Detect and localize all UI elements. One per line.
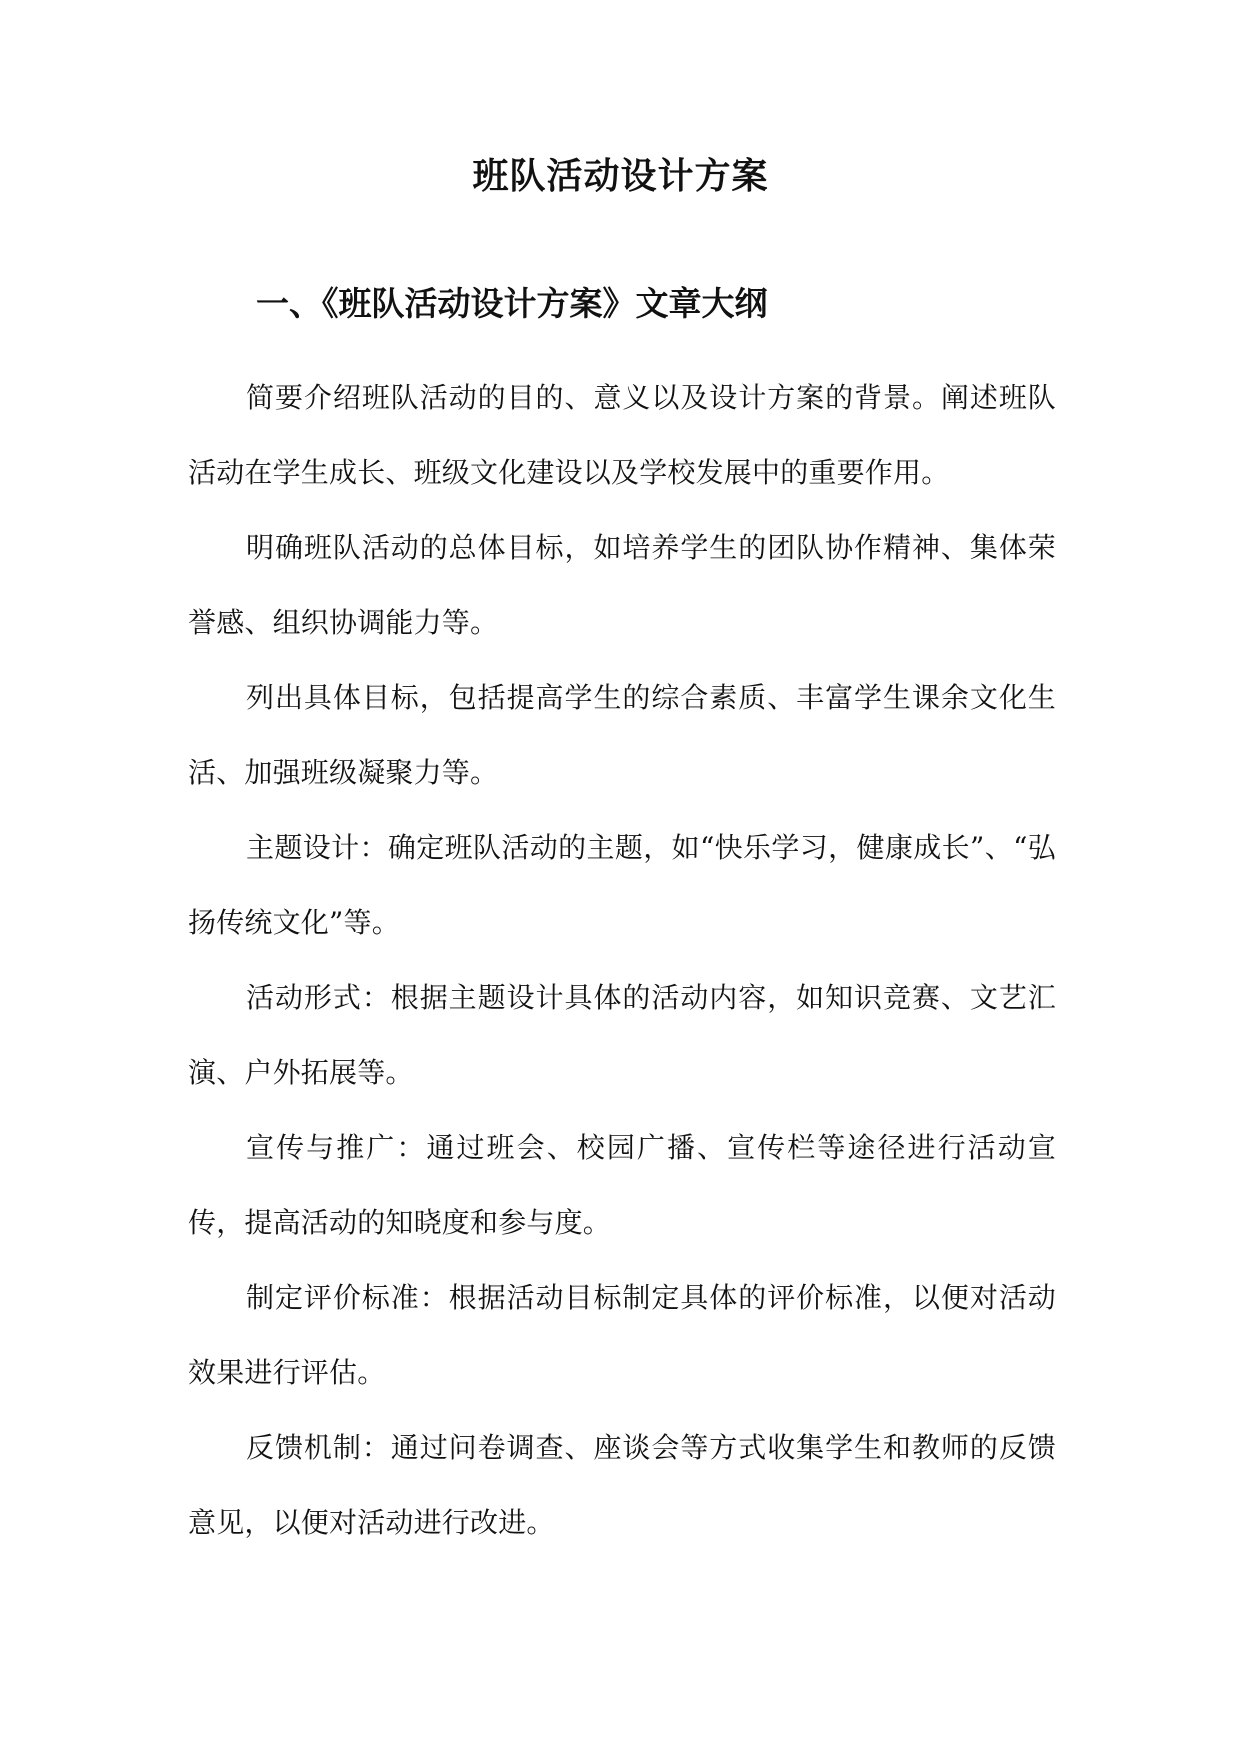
document-body [188,360,1056,1560]
paragraph: 主题设计：确定班队活动的主题，如“快乐学习，健康成长”、“弘扬传统文化”等。 [188,831,1056,939]
section-heading: 一、《班队活动设计方案》文章大纲 [256,284,768,323]
paragraph: 列出具体目标，包括提高学生的综合素质、丰富学生课余文化生活、加强班级凝聚力等。 [188,681,1056,789]
paragraph: 宣传与推广：通过班会、校园广播、宣传栏等途径进行活动宣传，提高活动的知晓度和参与度。 [188,1131,1056,1239]
paragraph: 明确班队活动的总体目标，如培养学生的团队协作精神、集体荣誉感、组织协调能力等。 [188,531,1056,639]
paragraph: 反馈机制：通过问卷调查、座谈会等方式收集学生和教师的反馈意见，以便对活动进行改进。 [188,1431,1056,1539]
paragraph: 制定评价标准：根据活动目标制定具体的评价标准，以便对活动效果进行评估。 [188,1281,1056,1389]
document-title: 班队活动设计方案 [472,155,769,197]
paragraph: 活动形式：根据主题设计具体的活动内容，如知识竞赛、文艺汇演、户外拓展等。 [188,981,1056,1089]
paragraph: 简要介绍班队活动的目的、意义以及设计方案的背景。阐述班队活动在学生成长、班级文化建设以及学校发展中的重要作用。 [188,381,1056,489]
